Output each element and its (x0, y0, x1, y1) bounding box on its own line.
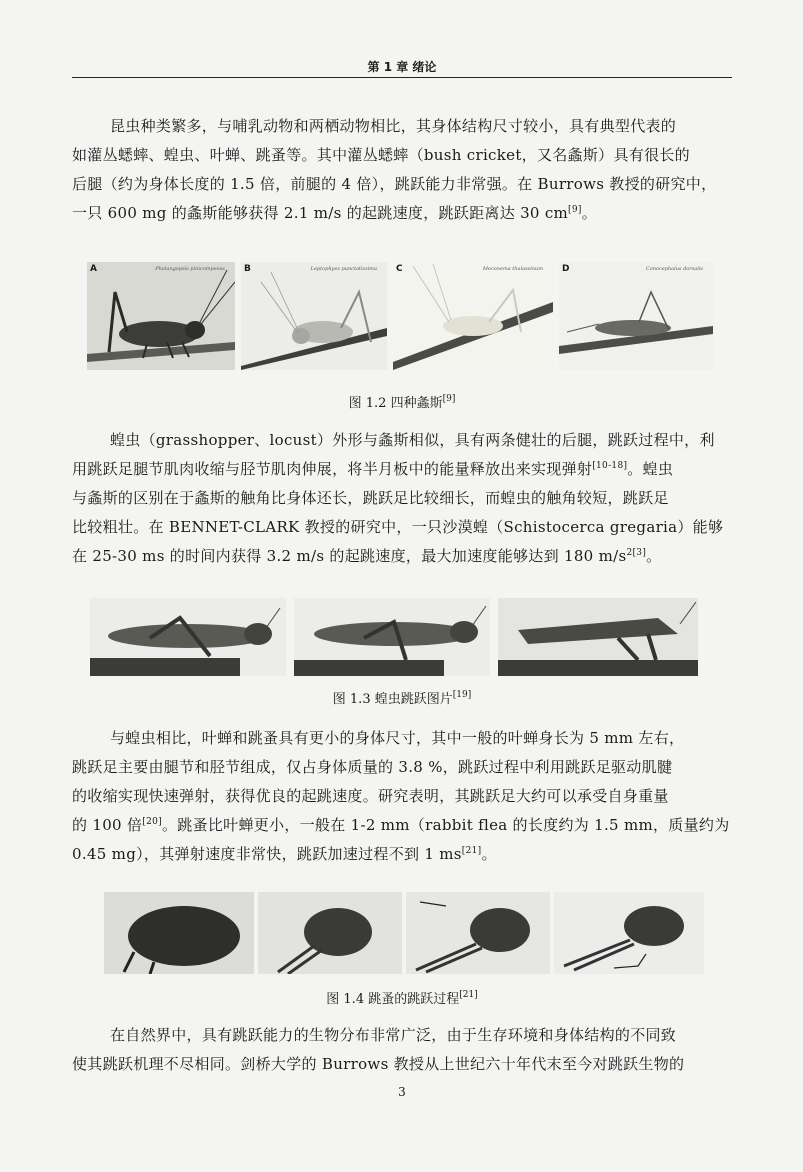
citation-9: [9] (568, 205, 582, 215)
katydid-photo-b (241, 262, 387, 370)
para2-line-5 (72, 542, 734, 571)
para2-line-1: 蝗虫（grasshopper、locust）外形与螽斯相似，具有两条健壮的后腿，跳跃过程中，利 (110, 431, 715, 449)
para1-line-4-end: 。 (581, 204, 598, 222)
running-header: 第 1 章 绪论 (367, 60, 437, 74)
para3-line-1: 与蝗虫相比，叶蝉和跳蚤具有更小的身体尺寸，其中一般的叶蝉身长为 5 mm 左右， (110, 729, 685, 747)
para2-line-4: 比较粗壮。在 BENNET-CLARK 教授的研究中，一只沙漠蝗（Schistocerca gregaria）能够 (72, 518, 724, 536)
species-name-b: Leptophyes punctatissima (310, 266, 377, 272)
figure-1-3-caption-text: 图 1.3 蝗虫跳跃图片 (332, 692, 453, 707)
para2-line-2 (72, 455, 734, 484)
species-name-d: Conocephalus dorsalis (645, 266, 703, 272)
panel-label-b: B (244, 264, 251, 274)
species-name-c: Meconema thalassinum (482, 266, 543, 272)
para2-line-5-text: 在 25-30 ms 的时间内获得 3.2 m/s 的起跳速度，最大加速度能够达到 180 m/s (72, 547, 627, 565)
katydid-c-drawing (393, 262, 553, 370)
header-rule (72, 77, 732, 78)
figure-1-2-caption (72, 392, 732, 411)
figure-1-2-panels (87, 262, 713, 370)
locust-photo-1 (90, 598, 286, 676)
katydid-photo-a (87, 262, 235, 370)
citation-21: [21] (461, 846, 482, 856)
para4-line-2: 使其跳跃机理不尽相同。剑桥大学的 Burrows 教授从上世纪六十年代末至今对跳跃生物的 (72, 1055, 685, 1073)
para1-line-1: 昆虫种类繁多，与哺乳动物和两栖动物相比，其身体结构尺寸较小，具有典型代表的 (110, 117, 677, 135)
panel-label-d: D (562, 264, 570, 274)
locust-1-drawing (90, 598, 286, 676)
figure-1-3-caption (72, 688, 732, 707)
figure-1-2-citation: [9] (442, 394, 456, 404)
katydid-photo-d (559, 262, 713, 370)
flea-photo-2 (258, 892, 402, 974)
figure-1-3-panels (90, 598, 698, 676)
para1-line-2: 如灌丛蟋蟀、蝗虫、叶蝉、跳蚤等。其中灌丛蟋蟀（bush cricket，又名螽斯）具有很长的 (72, 146, 690, 164)
paragraph-1 (72, 112, 734, 228)
citation-20: [20] (142, 817, 162, 827)
citation-10-18: [10-18] (592, 461, 628, 471)
para3-line-2: 跳跃足主要由腿节和胫节组成，仅占身体质量的 3.8 %，跳跃过程中利用跳跃足驱动肌腱 (72, 758, 673, 776)
exponent-2: 2 (626, 548, 633, 558)
flea-photo-1 (104, 892, 254, 974)
panel-label-a: A (90, 264, 97, 274)
para2-line-2-end: 。蝗虫 (627, 460, 674, 478)
para4-line-1: 在自然界中，具有跳跃能力的生物分布非常广泛，由于生存环境和身体结构的不同致 (110, 1026, 677, 1044)
locust-3-drawing (498, 598, 698, 676)
paragraph-3 (72, 724, 734, 869)
para2-line-2-text: 用跳跃足腿节肌肉收缩与胫节肌肉伸展，将半月板中的能量释放出来实现弹射 (72, 460, 593, 478)
figure-1-2-caption-text: 图 1.2 四种螽斯 (348, 396, 443, 411)
panel-label-c: C (396, 264, 403, 274)
flea-photo-3 (406, 892, 550, 974)
katydid-b-drawing (241, 262, 387, 370)
katydid-a-drawing (87, 262, 235, 370)
figure-1-4-panels (104, 892, 704, 974)
para3-line-4-end: 。跳蚤比叶蝉更小，一般在 1-2 mm（rabbit flea 的长度约为 1.5 mm，质量约为 (161, 816, 730, 834)
katydid-d-drawing (559, 262, 713, 370)
para2-line-3: 与螽斯的区别在于螽斯的触角比身体还长，跳跃足比较细长，而蝗虫的触角较短，跳跃足 (72, 489, 669, 507)
flea-3-drawing (406, 892, 550, 974)
figure-1-4-caption (72, 988, 732, 1007)
figure-1-3-citation: [19] (452, 690, 472, 700)
flea-photo-4 (554, 892, 704, 974)
para2-line-5-end: 。 (646, 547, 662, 565)
para3-line-5-end: 。 (481, 845, 497, 863)
paragraph-4 (72, 1021, 734, 1079)
figure-1-4-caption-text: 图 1.4 跳蚤的跳跃过程 (326, 992, 460, 1007)
flea-2-drawing (258, 892, 402, 974)
flea-1-drawing (104, 892, 254, 974)
para3-line-5 (72, 840, 734, 869)
locust-photo-2 (294, 598, 490, 676)
species-name-a: Phalangopsis pinicompesus (155, 266, 225, 272)
paragraph-2 (72, 426, 734, 571)
para1-line-4-text: 一只 600 mg 的螽斯能够获得 2.1 m/s 的起跳速度，跳跃距离达 30 cm (72, 204, 569, 222)
citation-3: [3] (632, 548, 647, 558)
figure-1-4-citation: [21] (459, 990, 478, 1000)
flea-4-drawing (554, 892, 704, 974)
katydid-photo-c (393, 262, 553, 370)
para3-line-5-text: 0.45 mg），其弹射速度非常快，跳跃加速过程不到 1 ms (72, 845, 462, 863)
page-number: 3 (398, 1085, 406, 1099)
locust-2-drawing (294, 598, 490, 676)
para1-line-4 (72, 199, 734, 228)
para1-line-3: 后腿（约为身体长度的 1.5 倍，前腿的 4 倍），跳跃能力非常强。在 Burrows 教授的研究中， (72, 175, 717, 193)
para3-line-4-text: 的 100 倍 (72, 816, 143, 834)
para3-line-3: 的收缩实现快速弹射，获得优良的起跳速度。研究表明，其跳跃足大约可以承受自身重量 (72, 787, 669, 805)
locust-photo-3 (498, 598, 698, 676)
para3-line-4 (72, 811, 734, 840)
